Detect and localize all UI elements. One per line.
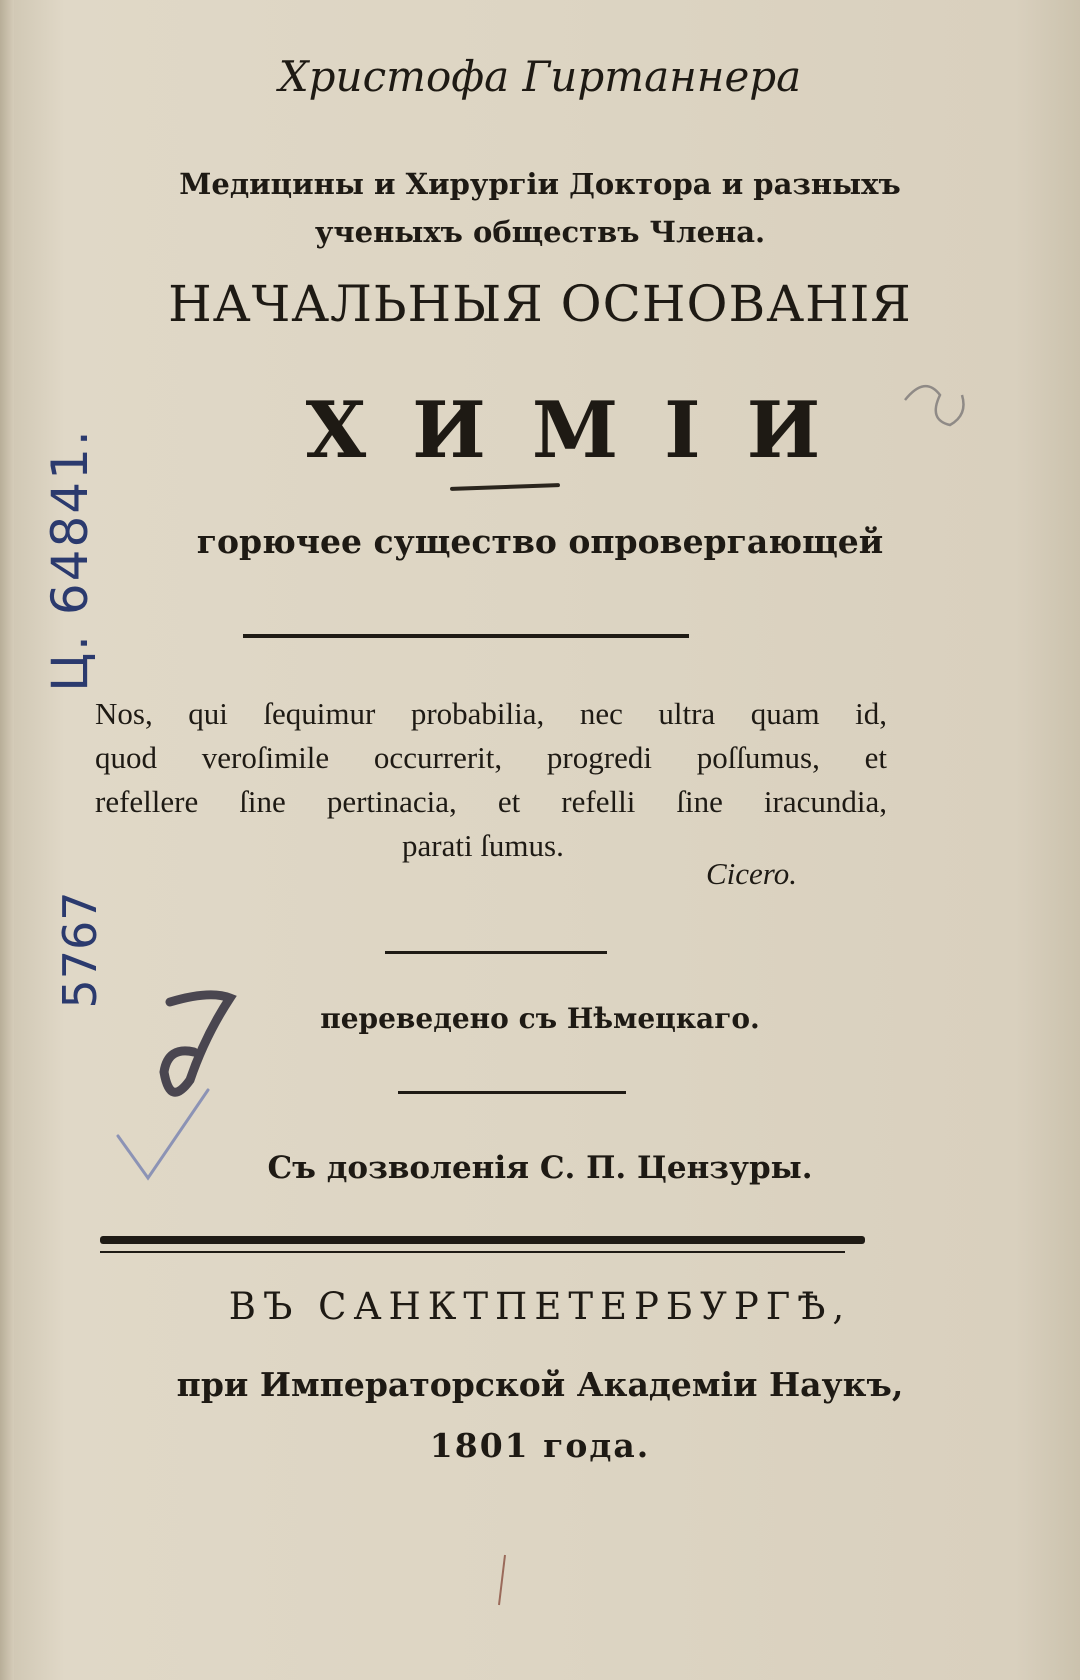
credentials-line-1: Медицины и Хирургіи Доктора и разныхъ	[179, 167, 901, 201]
shelfmark-text: Ц. 64841.	[41, 428, 99, 692]
epigraph	[95, 692, 887, 868]
divider-rule	[398, 1091, 626, 1094]
author-credentials	[0, 160, 1080, 256]
library-shelfmark	[30, 400, 110, 720]
epigraph-line: refellere ſine pertinacia, et refelli ſine iracundia,	[95, 784, 887, 819]
epigraph-author: Cicero.	[706, 856, 797, 891]
imprint-press: при Императорской Академіи Наукъ,	[176, 1365, 904, 1404]
main-title: НАЧАЛЬНЫЯ ОСНОВАНІЯ	[168, 275, 912, 333]
author-name: Христофа Гиртаннера	[278, 52, 802, 101]
epigraph-line: quod veroſimile occurrerit, progredi poſſumus, et	[95, 740, 887, 775]
inventory-mark	[40, 850, 120, 1050]
divider-rule	[385, 951, 607, 954]
subtitle: горючее существо опровергающей	[196, 522, 884, 561]
imprint-city: ВЪ САНКТПЕТЕРБУРГѢ,	[228, 1285, 852, 1328]
imprint-year: 1801 года.	[429, 1426, 651, 1465]
censorship-note: Съ дозволенія С. П. Цензуры.	[267, 1150, 813, 1186]
epigraph-line: parati ſumus.	[402, 828, 564, 863]
epigraph-line: Nos, qui ſequimur probabilia, nec ultra quam id,	[95, 696, 887, 731]
pencil-stroke	[499, 1555, 505, 1605]
pen-underline-mark	[450, 483, 560, 491]
inventory-text: 5767	[53, 891, 107, 1009]
double-rule-thin	[100, 1251, 845, 1253]
subject-title: ХИМІИ	[305, 385, 867, 476]
double-rule-thick	[100, 1236, 865, 1244]
translation-note: переведено съ Нѣмецкаго.	[320, 1002, 760, 1035]
credentials-line-2: ученыхъ обществъ Члена.	[314, 215, 766, 249]
divider-rule	[243, 634, 689, 638]
